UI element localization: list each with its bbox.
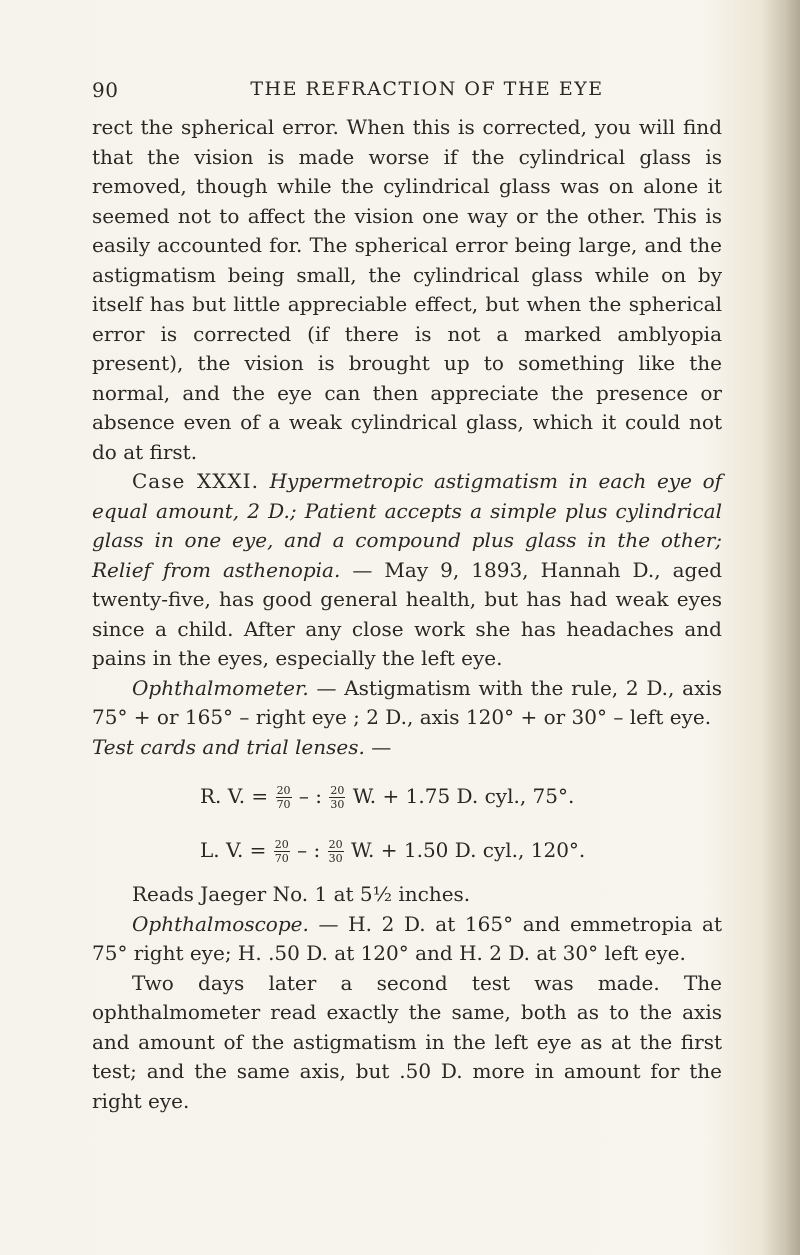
formula-right-prefix: R. V. = [200, 784, 269, 808]
formula-right-fraction-2 [329, 785, 345, 810]
formula-right-mid: – : [298, 784, 323, 808]
test-paragraph [92, 733, 722, 763]
running-head: THE REFRACTION OF THE EYE [250, 78, 604, 100]
formula-right-suffix: W. + 1.75 D. cyl., 75°. [352, 784, 575, 808]
page-body [92, 113, 722, 1116]
fraction-denominator: 70 [276, 798, 291, 811]
ophthalmometer-text: — Astigmatism with the rule, 2 D., axis 75° + or 165° – right eye ; 2 D., axis 120° + or 30° – left eye. [92, 675, 723, 729]
final-paragraph: Two days later a second test was made. The ophthalmometer read exactly the same, both as to the axis and amount of the astigmatism in the left eye as at the first test; and the same axis, but .50 D. more in amount for the right eye. [92, 970, 722, 1113]
ophthalmoscope-paragraph [92, 910, 722, 969]
fraction-numerator: 20 [274, 838, 289, 851]
fraction-numerator: 20 [276, 784, 291, 797]
ophthalmometer-paragraph [92, 674, 722, 733]
page-edge-shadow [762, 0, 800, 1255]
paragraph-continuation: rect the spherical error. When this is corrected, you will find that the vision is made worse if the cylindrical glass is removed, though while the cylindrical glass was on alone it seemed not to affect the vision one way or the other. This is easily accounted for. The spherical error being large, and the astigmatism being small, the cylindrical glass while on by itself has but little appreciable effect, but when the spherical error is corrected (if there is not a marked amblyopia present), the vision is brought up to something like the normal, and the eye can then appreciate the presence or absence even of a weak cylindrical glass, which it could not do at first. [92, 115, 722, 464]
formula-left-suffix: W. + 1.50 D. cyl., 120°. [350, 838, 586, 862]
formula-left-fraction-1 [274, 839, 290, 864]
test-dash: — [364, 734, 392, 759]
fraction-denominator: 70 [274, 852, 289, 865]
case-text: — May 9, 1893, Hannah D., aged twenty-five, has good general health, but has had weak eyes since a child. After any close work she has headaches and pains in the eyes, especially the left eye. [92, 557, 722, 670]
ophthalmoscope-label: Ophthalmoscope. [132, 911, 309, 936]
fraction-denominator: 30 [330, 798, 345, 811]
jaeger-paragraph: Reads Jaeger No. 1 at 5½ inches. [132, 882, 471, 906]
formula-left-mid: – : [297, 838, 321, 862]
fraction-numerator: 20 [330, 784, 345, 797]
spacer [92, 870, 722, 880]
case-title: Hypermetropic astigmatism in each eye of equal amount, 2 D.; Patient accepts a simple plus cylindrical glass in one eye, and a compound plus glass in the other; Relief from asthenopia. [92, 469, 723, 582]
formula-right-eye [92, 776, 722, 816]
ophthalmometer-label: Ophthalmometer. [132, 675, 309, 700]
case-label: Case XXXI. [132, 469, 259, 493]
fraction-denominator: 30 [328, 852, 343, 865]
test-label: Test cards and trial lenses. [92, 734, 365, 759]
page-number: 90 [92, 78, 119, 102]
formula-left-fraction-2 [328, 839, 344, 864]
case-paragraph [92, 467, 722, 674]
ophthalmoscope-text: — H. 2 D. at 165° and emmetropia at 75° right eye; H. .50 D. at 120° and H. 2 D. at 30° left eye. [92, 911, 722, 965]
page-header [92, 78, 722, 108]
formula-left-eye [92, 830, 722, 870]
formula-left-prefix: L. V. = [200, 838, 267, 862]
formula-right-fraction-1 [276, 785, 292, 810]
fraction-numerator: 20 [328, 838, 343, 851]
